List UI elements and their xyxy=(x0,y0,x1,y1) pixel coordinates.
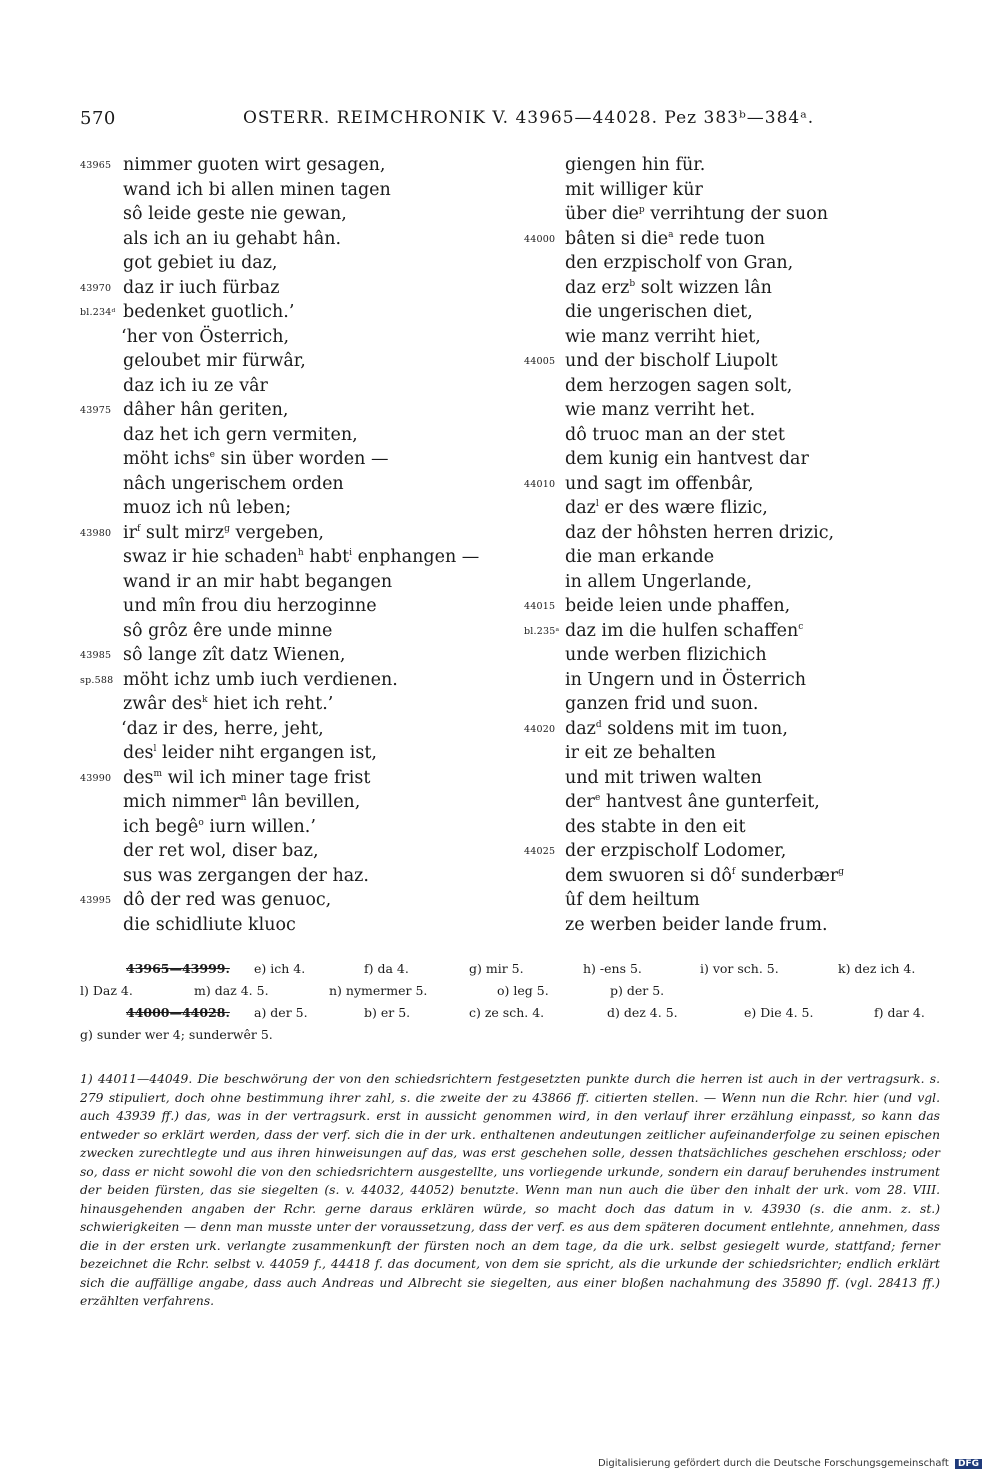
verse-text: nâch ungerischem orden xyxy=(123,473,344,494)
verse-text: über die$^p$ verrihtung der suon xyxy=(565,204,828,224)
apparatus-row xyxy=(80,980,940,1002)
verse-line xyxy=(80,913,520,938)
verse-text: der ret wol, diser baz, xyxy=(123,841,319,861)
verse-line xyxy=(80,447,520,472)
verse-line xyxy=(520,815,940,840)
verse-text: zwâr des$^k$ hiet ich reht.’ xyxy=(123,694,334,714)
apparatus-entry: h) -ens 5. xyxy=(583,961,642,976)
apparatus-entry: k) dez ich 4. xyxy=(838,961,916,976)
verse-line xyxy=(80,619,520,644)
verse-text: und mit triwen walten xyxy=(565,767,762,788)
apparatus-entry: m) daz 4. 5. xyxy=(194,983,269,998)
verse-column-right xyxy=(520,153,940,937)
verse-line xyxy=(80,521,520,546)
verse-text: ‘daz ir des, herre, jeht, xyxy=(121,718,324,739)
verse-line xyxy=(520,398,940,423)
line-number: 44010 xyxy=(524,478,556,490)
line-number: 44025 xyxy=(524,846,556,857)
verse-line xyxy=(80,472,520,497)
page-number: 570 xyxy=(80,108,116,129)
apparatus-entry: g) sunder wer 4; sunderwêr 5. xyxy=(80,1027,273,1042)
apparatus-entry: f) dar 4. xyxy=(874,1005,925,1020)
verse-text: bedenket guotlich.’ xyxy=(123,302,295,322)
apparatus-range: 43965—43999. xyxy=(126,961,230,976)
verse-text: der erzpischolf Lodomer, xyxy=(565,841,787,861)
verse-text: des$^m$ wil ich miner tage frist xyxy=(123,767,371,788)
verse-line xyxy=(80,496,520,521)
verse-text: daz der hôhsten herren drizic, xyxy=(565,522,835,543)
verse-text: dem swuoren si $dô^f$ sunderbær$^g$ xyxy=(565,865,845,886)
digitization-credit xyxy=(598,1458,982,1469)
verse-line xyxy=(80,227,520,252)
verse-text: daz erz$^b$ solt wizzen lân xyxy=(565,277,772,298)
line-number: bl.235ᵃ xyxy=(524,625,560,637)
verse-text: sô leide geste nie gewan, xyxy=(123,204,347,224)
verse-line xyxy=(80,423,520,448)
verse-line xyxy=(520,227,940,252)
verse-text: ‘her von Österrich, xyxy=(121,326,290,347)
verse-text: möht ichs$^e$ sin über worden — xyxy=(123,449,389,469)
verse-text: mit williger kür xyxy=(565,179,703,200)
line-number: 44015 xyxy=(524,601,556,612)
apparatus-entry: b) er 5. xyxy=(364,1005,411,1020)
verse-line xyxy=(520,790,940,815)
apparatus-entry: c) ze sch. 4. xyxy=(469,1005,545,1020)
verse-line xyxy=(520,472,940,497)
line-number: 43975 xyxy=(80,405,112,416)
verse-line xyxy=(80,741,520,766)
verse-text: daz ich iu ze vâr xyxy=(123,375,268,396)
line-number: 44000 xyxy=(524,233,556,245)
verse-text: daz im die hulfen schaffen$^c$ xyxy=(565,620,804,641)
verse-line xyxy=(80,276,520,301)
verse-line xyxy=(80,815,520,840)
verse-text: mich nimmer$^n$ lân bevillen, xyxy=(123,792,361,812)
verse-text: den erzpischolf von Gran, xyxy=(565,253,794,273)
verse-line xyxy=(520,913,940,938)
verse-text: wand ir an mir habt begangen xyxy=(123,571,393,592)
verse-line xyxy=(520,668,940,693)
verse-line xyxy=(80,325,520,350)
verse-line xyxy=(520,839,940,864)
verse-text: sus was zergangen der haz. xyxy=(123,865,369,886)
verse-line xyxy=(520,374,940,399)
apparatus-entry: d) dez 4. 5. xyxy=(607,1005,678,1020)
apparatus-entry: g) mir 5. xyxy=(469,961,524,976)
verse-line xyxy=(80,349,520,374)
verse-text: beide leien unde phaffen, xyxy=(565,596,791,616)
verse-text: ûf dem heiltum xyxy=(565,890,700,910)
apparatus-entry: l) Daz 4. xyxy=(80,983,133,998)
verse-line xyxy=(520,423,940,448)
verse-text: daz$^d$ soldens mit im tuon, xyxy=(565,718,788,739)
apparatus-range: 44000—44028. xyxy=(126,1005,230,1020)
apparatus-entry: e) Die 4. 5. xyxy=(744,1005,814,1020)
verse-line xyxy=(520,570,940,595)
verse-text: die man erkande xyxy=(565,547,715,567)
verse-line xyxy=(80,374,520,399)
verse-text: und der bischolf Liupolt xyxy=(565,351,778,371)
footnote xyxy=(80,1070,940,1311)
verse-line xyxy=(80,153,520,178)
verse-line xyxy=(520,300,940,325)
page-header xyxy=(80,108,940,132)
verse-line xyxy=(520,251,940,276)
verse-line xyxy=(80,570,520,595)
verse-text: $ir^f$ sult mirz$^g$ vergeben, xyxy=(123,522,324,543)
verse-line xyxy=(80,178,520,203)
verse-text: der$^e$ hantvest âne gunterfeit, xyxy=(565,792,820,812)
verse-line xyxy=(520,521,940,546)
verse-line xyxy=(80,864,520,889)
verse-line xyxy=(520,202,940,227)
verse-text: dem herzogen sagen solt, xyxy=(565,375,793,396)
verse-line xyxy=(80,251,520,276)
verse-line xyxy=(80,643,520,668)
verse-line xyxy=(80,888,520,913)
critical-apparatus xyxy=(80,958,940,1046)
apparatus-row xyxy=(80,958,940,980)
apparatus-entry: i) vor sch. 5. xyxy=(700,961,779,976)
verse-line xyxy=(520,888,940,913)
verse-text: swaz ir hie schaden$^h$ habt$^i$ enphangen — xyxy=(123,547,480,567)
line-number: 43970 xyxy=(80,282,112,294)
line-number: 43985 xyxy=(80,650,112,661)
verse-text: muoz ich nû leben; xyxy=(123,498,292,518)
verse-text: daz$^l$ er des wære flizic, xyxy=(565,498,768,518)
verse-text: wie manz verriht het. xyxy=(565,400,756,420)
verse-text: und sagt im offenbâr, xyxy=(565,473,754,494)
verse-text: des stabte in den eit xyxy=(565,816,746,837)
verse-text: daz ir iuch fürbaz xyxy=(123,277,280,298)
verse-line xyxy=(520,325,940,350)
verse-text: unde werben flizichich xyxy=(565,645,767,665)
verse-line xyxy=(80,692,520,717)
verse-text: die schidliute kluoc xyxy=(123,914,296,935)
verse-text: dô truoc man an der stet xyxy=(565,424,785,445)
line-number: 44020 xyxy=(524,723,556,735)
verse-line xyxy=(520,276,940,301)
apparatus-entry: p) der 5. xyxy=(610,983,665,998)
verse-line xyxy=(520,692,940,717)
line-number: 43980 xyxy=(80,527,112,539)
verse-line xyxy=(80,839,520,864)
verse-text: sô lange zît datz Wienen, xyxy=(123,645,346,665)
verse-text: daz het ich gern vermiten, xyxy=(123,424,358,445)
line-number: 43965 xyxy=(80,160,112,171)
apparatus-entry: f) da 4. xyxy=(364,961,409,976)
verse-line xyxy=(80,545,520,570)
verse-text: des$^l$ leider niht ergangen ist, xyxy=(123,743,377,763)
verse-line xyxy=(520,594,940,619)
verse-text: ganzen frid und suon. xyxy=(565,694,759,714)
apparatus-entry: e) ich 4. xyxy=(254,961,306,976)
verse-text: und mîn frou diu herzoginne xyxy=(123,596,377,616)
verse-text: als ich an iu gehabt hân. xyxy=(123,228,342,249)
running-title: OSTERR. REIMCHRONIK V. 43965—44028. Pez 383ᵇ—384ᵃ. xyxy=(243,108,815,128)
verse-text: ich begê$^o$ iurn willen.’ xyxy=(123,816,316,837)
verse-text: dem kunig ein hantvest dar xyxy=(565,449,809,469)
verse-text: nimmer guoten wirt gesagen, xyxy=(123,155,386,175)
verse-line xyxy=(80,398,520,423)
apparatus-row xyxy=(80,1024,940,1046)
dfg-logo-icon: DFG xyxy=(955,1459,982,1469)
apparatus-entry: a) der 5. xyxy=(254,1005,308,1020)
verse-text: in Ungern und in Österrich xyxy=(565,669,807,690)
verse-line xyxy=(80,202,520,227)
footnote-text: 1) 44011—44049. Die beschwörung der von den schiedsrichtern festgesetzten punkte durch die herren ist auch in der vertragsurk. s. 279 stipuliert, doch ohne bestimmung ihrer zahl, s. die zweite der zu 43866 ff. citierten stellen. — Wenn nun die Rchr. hier (und vgl. auch 43939 ff.) das, was in der vertragsurk. erst in aussicht genommen wird, in den verlauf ihrer erzählung einpasst, so kann das entweder so erklärt werden, dass der verf. sich die in der urk. enthaltenen andeutungen zeitlicher aufeinanderfolge zu seinen epischen zwecken zurechtlegte und aus ihren hinweisungen auf das, was erst geschehen solle, dessen thatsächliches geschehen erschloss; oder so, dass er nicht sowohl die von den schiedsrichtern ausgestellte, uns vorliegende urkunde, sondern ein darauf beruhendes instrument der beiden fürsten, das sie siegelten (s. v. 44032, 44052) benutzte. Wenn man nun auch die über den inhalt der urk. vom 28. VIII. hinausgehenden angaben der Rchr. gerne daraus erklären würde, so macht doch das datum in v. 43930 (s. die anm. z. st.) schwierigkeiten — denn man musste unter der voraussetzung, dass der verf. es aus dem späteren document entlehnte, annehmen, dass die in der ersten urk. verlangte zusammenkunft der fürsten noch an dem tage, da die urk. selbst gesiegelt wurde, stattfand; ferner bezeichnet die Rchr. selbst v. 44059 f., 44418 f. das document, von dem sie spricht, als die urkunde der schiedsrichter; endlich erklärt sich die auffällige angabe, dass auch Andreas und Albrecht sie siegelten, aus einer bloßen nachahmung des 35890 ff. (vgl. 28413 ff.) erzählten verfahrens. xyxy=(80,1072,940,1308)
credit-text: Digitalisierung gefördert durch die Deutsche Forschungsgemeinschaft xyxy=(597,1458,949,1469)
line-number: 43995 xyxy=(80,895,112,906)
verse-text: dâher hân geriten, xyxy=(123,400,289,420)
verse-line xyxy=(520,864,940,889)
verse-text: got gebiet iu daz, xyxy=(123,253,278,273)
verse-text: die ungerischen diet, xyxy=(565,302,753,322)
verse-text: in allem Ungerlande, xyxy=(565,571,752,592)
verse-line xyxy=(520,447,940,472)
verse-line xyxy=(80,717,520,742)
line-number: sp.588 xyxy=(80,674,114,686)
verse-text: giengen hin für. xyxy=(565,155,706,175)
verse-text: sô grôz êre unde minne xyxy=(123,620,333,641)
verse-line xyxy=(520,643,940,668)
verse-column-left xyxy=(80,153,520,937)
verse-text: möht ichz umb iuch verdienen. xyxy=(123,669,398,690)
line-number: 43990 xyxy=(80,772,112,784)
verse-line xyxy=(80,790,520,815)
verse-text: wand ich bi allen minen tagen xyxy=(123,179,391,200)
verse-line xyxy=(520,619,940,644)
verse-text: ir eit ze behalten xyxy=(565,743,716,763)
verse-text: geloubet mir fürwâr, xyxy=(123,351,306,371)
apparatus-entry: n) nymermer 5. xyxy=(329,983,428,998)
verse-line xyxy=(520,545,940,570)
apparatus-entry: o) leg 5. xyxy=(497,983,549,998)
verse-line xyxy=(520,717,940,742)
apparatus-row xyxy=(80,1002,940,1024)
verse-text: dô der red was genuoc, xyxy=(123,890,332,910)
verse-line xyxy=(520,153,940,178)
line-number: 44005 xyxy=(524,356,556,367)
verse-line xyxy=(80,766,520,791)
verse-line xyxy=(80,300,520,325)
line-number: bl.234ᵈ xyxy=(80,307,116,318)
verse-text: bâten si die$^a$ rede tuon xyxy=(565,228,766,249)
verse-line xyxy=(80,668,520,693)
verse-text: ze werben beider lande frum. xyxy=(565,914,828,935)
verse-line xyxy=(520,741,940,766)
verse-line xyxy=(520,496,940,521)
verse-line xyxy=(520,349,940,374)
verse-line xyxy=(80,594,520,619)
verse-text: wie manz verriht hiet, xyxy=(565,326,761,347)
verse-line xyxy=(520,178,940,203)
verse-line xyxy=(520,766,940,791)
